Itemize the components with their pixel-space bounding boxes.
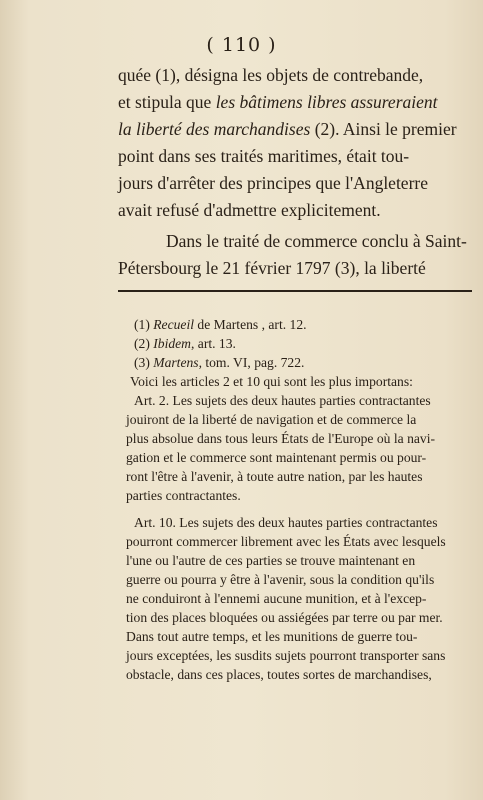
footnote-ref [134, 334, 476, 353]
footnote-number: (2) [134, 336, 154, 351]
text-line: Art. 2. Les sujets des deux hautes parties contractantes [134, 393, 431, 408]
text-run: , tom. VI, pag. 722. [198, 355, 305, 370]
text-line: guerre ou pourra y être à l'avenir, sous la condition qu'ils [126, 572, 435, 587]
footnote-separator [118, 290, 472, 292]
footnotes [126, 315, 476, 692]
text-line: jours exceptées, les susdits sujets pourront transporter sans [126, 648, 446, 663]
text-line: tion des places bloquées ou assiégées par terre ou par mer. [126, 610, 443, 625]
footnote-number: (3) [134, 355, 154, 370]
text-line: jours d'arrêter des principes que l'Angleterre [118, 173, 429, 193]
article-2 [126, 391, 476, 505]
text-run: , art. 13. [191, 336, 236, 351]
italic-run: Ibidem [153, 336, 191, 351]
text-line: ne conduiront à l'ennemi aucune munition, et à l'excep- [126, 591, 427, 606]
main-paragraph-2 [118, 228, 478, 282]
main-text [118, 62, 478, 282]
footnote-intro: Voici les articles 2 et 10 qui sont les plus importans: [130, 374, 413, 389]
text-line [118, 89, 478, 116]
text-line: pourront commercer librement avec les États avec lesquels [126, 534, 446, 549]
text-run: et stipula que [118, 92, 216, 112]
footnote-ref [134, 315, 476, 334]
italic-run: les bâtimens libres assureraient [215, 92, 438, 112]
text-line: quée (1), désigna les objets de contrebande, [118, 65, 424, 85]
text-line: jouiront de la liberté de navigation et de commerce la [126, 412, 417, 427]
text-line: avait refusé d'admettre explicitement. [118, 200, 381, 220]
text-line: Dans le traité de commerce conclu à Saint- [166, 231, 467, 251]
text-run: (2). Ainsi le premier [310, 119, 457, 139]
text-line: l'une ou l'autre de ces parties se trouve maintenant en [126, 553, 416, 568]
text-line: Art. 10. Les sujets des deux hautes parties contractantes [134, 515, 438, 530]
main-paragraph-1 [118, 62, 478, 224]
text-line [118, 116, 478, 143]
footnote-ref [134, 353, 476, 372]
text-line: Dans tout autre temps, et les munitions de guerre tou- [126, 629, 418, 644]
text-line: obstacle, dans ces places, toutes sortes de marchandises, [126, 667, 432, 682]
text-line: Pétersbourg le 21 février 1797 (3), la liberté [118, 258, 426, 278]
text-line: gation et le commerce sont maintenant permis ou pour- [126, 450, 427, 465]
article-10 [126, 513, 476, 684]
text-line: ront l'être à l'avenir, à toute autre nation, par les hautes [126, 469, 423, 484]
italic-run: la liberté des marchandises [118, 119, 311, 139]
text-line: point dans ses traités maritimes, était tou- [118, 146, 410, 166]
footnote-number: (1) [134, 317, 154, 332]
text-line: plus absolue dans tous leurs États de l'Europe où la navi- [126, 431, 435, 446]
italic-run: Martens [153, 355, 199, 370]
italic-run: Recueil [153, 317, 195, 332]
text-line: parties contractantes. [126, 488, 241, 503]
text-run: de Martens , art. 12. [194, 317, 307, 332]
page-number: ( 110 ) [206, 34, 277, 56]
